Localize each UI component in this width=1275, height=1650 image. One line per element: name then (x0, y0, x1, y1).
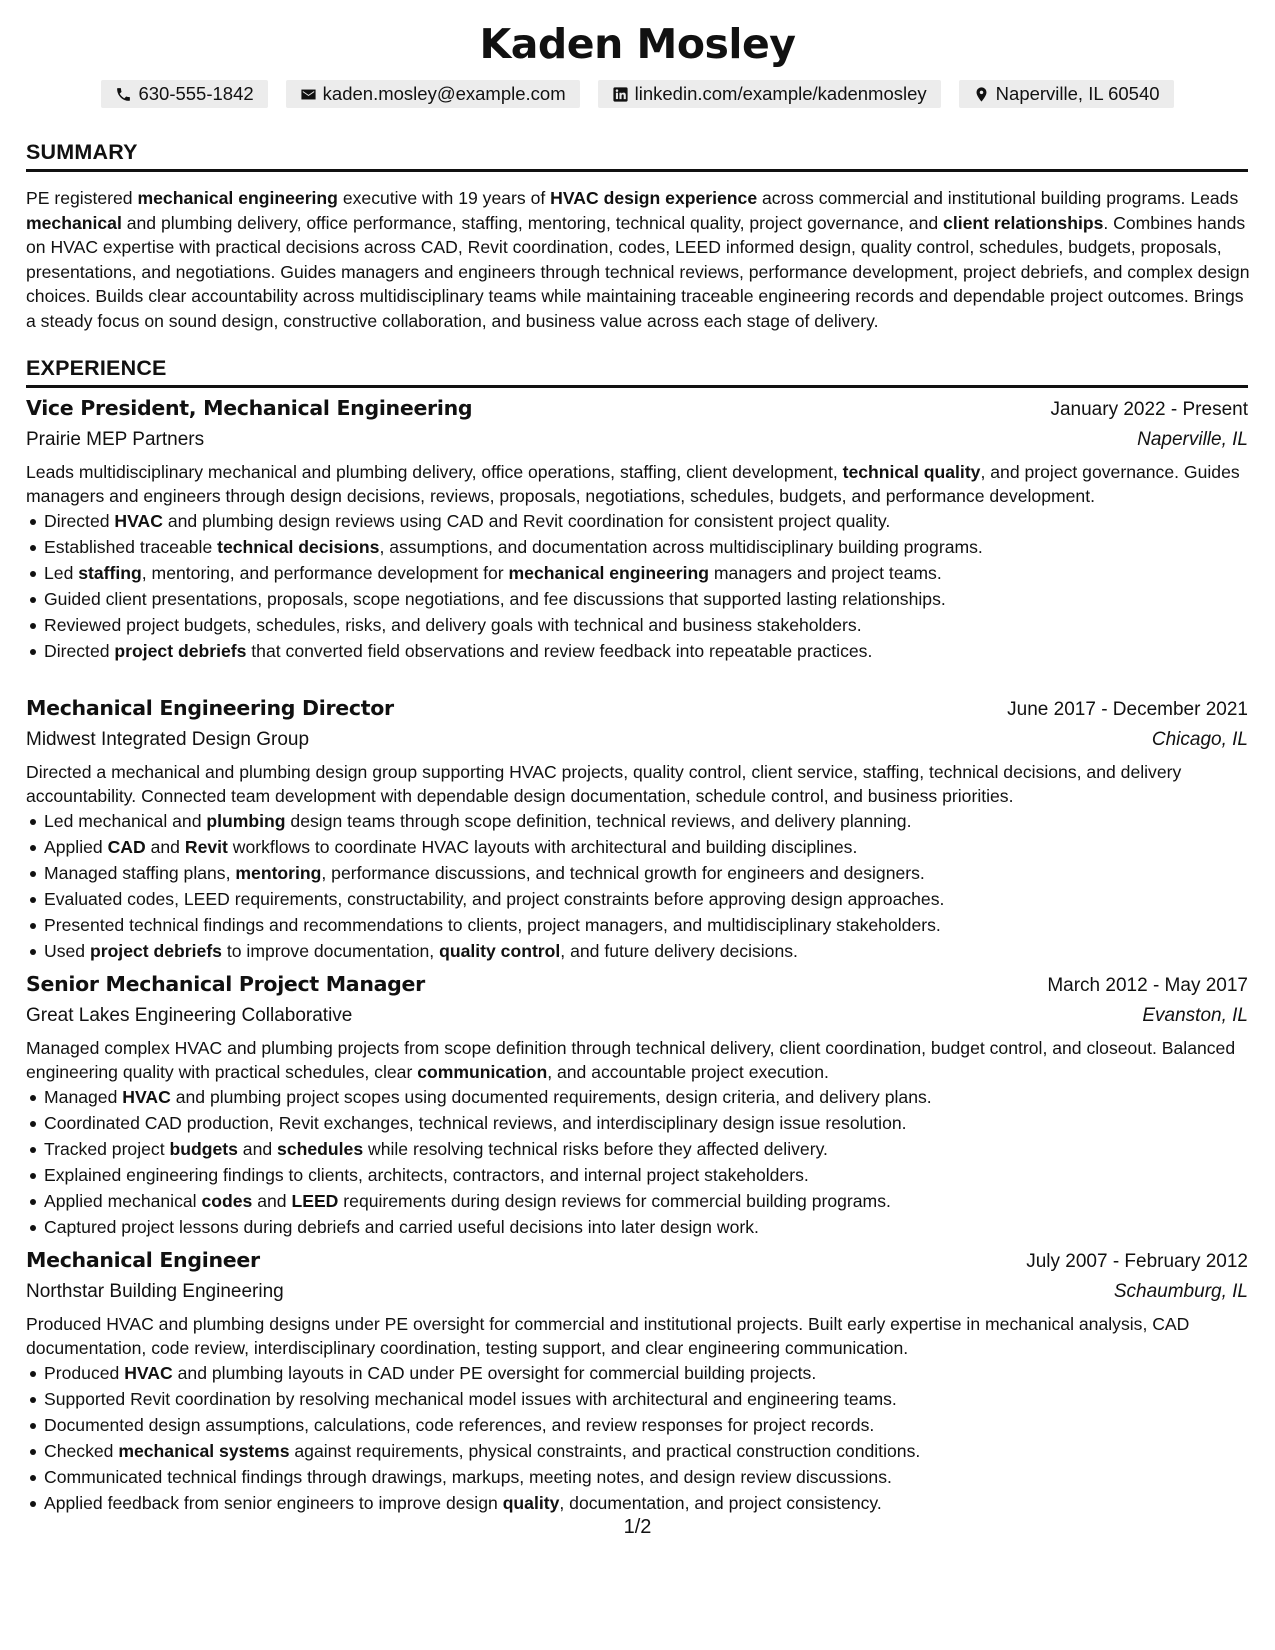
contact-phone-text: 630-555-1842 (138, 83, 254, 104)
phone-icon (115, 86, 132, 103)
bullet-text: Guided client presentations, proposals, scope negotiations, and fee discussions that supported lasting relationships. (44, 588, 946, 609)
job-bullet (26, 1491, 1248, 1517)
job-subheader (26, 729, 1248, 751)
map-pin-icon (973, 86, 990, 103)
bullet-emphasis: codes (201, 1190, 253, 1211)
contact-location (959, 80, 1174, 108)
job-company: Midwest Integrated Design Group (26, 729, 310, 750)
job-summary-text: , and project governance. Guides managers and engineers through design decisions, reviews, proposals, negotiations, schedules, budgets, and performance development. (26, 462, 1240, 506)
bullet-text: against requirements, physical constraints, and practical construction conditions. (289, 1440, 921, 1461)
bullet-text: and (145, 836, 185, 857)
bullet-text: Directed (44, 640, 115, 661)
summary-text: executive with 19 years of (337, 188, 551, 208)
bullet-text: Led (44, 562, 79, 583)
bullet-emphasis: budgets (169, 1138, 238, 1159)
bullet-emphasis: quality (502, 1492, 560, 1513)
job-bullet-list (26, 1361, 1248, 1516)
bullet-text: Applied feedback from senior engineers to improve design (44, 1492, 503, 1513)
bullet-text: , mentoring, and performance development for (141, 562, 509, 583)
job-bullet (26, 509, 1248, 535)
job-bullet (26, 1413, 1248, 1439)
job-bullet (26, 1361, 1248, 1387)
bullet-text: Communicated technical findings through drawings, markups, meeting notes, and design review discussions. (44, 1466, 892, 1487)
bullet-text: Captured project lessons during debriefs and carried useful decisions into later design work. (44, 1216, 759, 1237)
job-company: Prairie MEP Partners (26, 429, 205, 450)
job-summary-emphasis: technical quality (842, 462, 981, 482)
summary-text: across commercial and institutional building programs. Leads (757, 188, 1239, 208)
job-bullet (26, 913, 1248, 939)
summary-text: PE registered (26, 188, 138, 208)
contact-location-text: Naperville, IL 60540 (995, 83, 1160, 104)
bullet-text: Used (44, 940, 90, 961)
job-entry (26, 1248, 1248, 1516)
job-summary-text: Managed complex HVAC and plumbing projects from scope definition through technical delivery, client coordination, budget control, and closeout. Balanced engineering quality with practical schedules, clear (26, 1038, 1236, 1082)
job-company: Northstar Building Engineering (26, 1281, 284, 1302)
contact-bar (0, 80, 1275, 108)
bullet-text: Checked (44, 1440, 119, 1461)
job-subheader (26, 1281, 1248, 1303)
job-subheader (26, 1005, 1248, 1027)
bullet-text: workflows to coordinate HVAC layouts with architectural and building disciplines. (227, 836, 858, 857)
bullet-text: Managed (44, 1087, 123, 1107)
bullet-emphasis: mentoring (235, 862, 322, 883)
job-title: Vice President, Mechanical Engineering (26, 396, 473, 420)
bullet-text: Explained engineering findings to clients, architects, contractors, and internal project stakeholders. (44, 1164, 809, 1185)
bullet-emphasis: HVAC (124, 1363, 173, 1383)
bullet-text: while resolving technical risks before they affected delivery. (363, 1138, 828, 1159)
job-bullet (26, 861, 1248, 887)
job-dates: June 2017 - December 2021 (1007, 699, 1248, 720)
job-bullet (26, 1439, 1248, 1465)
job-summary-emphasis: communication (417, 1062, 548, 1082)
job-entry (26, 972, 1248, 1240)
envelope-icon (300, 86, 317, 103)
bullet-text: and plumbing project scopes using documented requirements, design criteria, and delivery plans. (170, 1087, 932, 1107)
summary-emphasis: client relationships (943, 212, 1104, 233)
bullet-text: , documentation, and project consistency. (559, 1492, 882, 1513)
bullet-text: Evaluated codes, LEED requirements, constructability, and project constraints before approving design approaches. (44, 888, 945, 909)
bullet-text: Led mechanical and (44, 811, 207, 831)
job-location: Schaumburg, IL (1113, 1281, 1248, 1302)
bullet-text: , performance discussions, and technical growth for engineers and designers. (321, 862, 925, 883)
bullet-text: and plumbing design reviews using CAD and Revit coordination for consistent project quality. (162, 511, 891, 531)
job-bullet (26, 1387, 1248, 1413)
job-bullet (26, 1085, 1248, 1111)
summary-emphasis: mechanical engineering (137, 188, 338, 208)
bullet-emphasis: HVAC (122, 1087, 171, 1107)
job-bullet (26, 1215, 1248, 1241)
bullet-text: and (237, 1138, 278, 1159)
job-summary (26, 760, 1248, 808)
job-bullet (26, 1465, 1248, 1491)
bullet-text: Supported Revit coordination by resolving mechanical model issues with architectural and engineering teams. (44, 1388, 897, 1409)
job-location: Chicago, IL (1151, 729, 1248, 750)
bullet-text: Applied (44, 836, 108, 857)
job-bullet (26, 939, 1248, 965)
job-header (26, 972, 1248, 997)
job-summary-text: , and accountable project execution. (547, 1062, 829, 1082)
job-bullet (26, 561, 1248, 587)
job-title: Mechanical Engineering Director (26, 696, 394, 720)
bullet-text: Directed (44, 511, 115, 531)
bullet-emphasis: technical decisions (217, 536, 380, 557)
job-summary-text: Directed a mechanical and plumbing design group supporting HVAC projects, quality control, client service, staffing, technical decisions, and delivery accountability. Connected team development with dependable design documentation, schedule control, and business priorities. (26, 762, 1182, 806)
bullet-text: Produced (44, 1363, 125, 1383)
contact-email[interactable] (286, 80, 580, 108)
bullet-text: and plumbing layouts in CAD under PE oversight for commercial building projects. (172, 1363, 817, 1383)
job-bullet-list (26, 809, 1248, 964)
bullet-text: Established traceable (44, 536, 218, 557)
bullet-text: Tracked project (44, 1138, 170, 1159)
job-summary-text: Produced HVAC and plumbing designs under PE oversight for commercial and institutional projects. Built early expertise in mechanical analysis, CAD documentation, code review, interdisciplinary coordination, testing support, and clear engineering communication. (26, 1314, 1190, 1358)
contact-phone (101, 80, 267, 108)
job-summary (26, 1036, 1248, 1084)
bullet-text: Managed staffing plans, (44, 862, 236, 883)
job-header (26, 396, 1248, 421)
job-location: Evanston, IL (1142, 1005, 1248, 1026)
job-summary (26, 460, 1248, 508)
bullet-emphasis: plumbing (206, 811, 286, 831)
job-bullet (26, 1137, 1248, 1163)
job-summary (26, 1312, 1248, 1360)
job-bullet (26, 535, 1248, 561)
summary-text: . Combines hands on HVAC expertise with practical decisions across CAD, Revit coordination, codes, LEED informed design, quality control, schedules, budgets, proposals, presentations, and negotiations. Guides managers and engineers through technical reviews, performance development, project debriefs, and complex design choices. Builds clear accountability across multidisciplinary teams while maintaining traceable engineering records and dependable project outcomes. Brings a steady focus on sound design, constructive collaboration, and business value across each stage of delivery. (26, 212, 1250, 331)
job-bullet (26, 1163, 1248, 1189)
bullet-emphasis: mechanical systems (118, 1440, 290, 1461)
linkedin-icon (612, 86, 629, 103)
summary-text (26, 186, 1256, 334)
job-header (26, 696, 1248, 721)
job-bullet (26, 809, 1248, 835)
job-subheader (26, 429, 1248, 451)
bullet-text: Coordinated CAD production, Revit exchanges, technical reviews, and interdisciplinary design issue resolution. (44, 1112, 907, 1133)
job-dates: July 2007 - February 2012 (1026, 1251, 1248, 1272)
job-bullet-list (26, 509, 1248, 664)
bullet-emphasis: HVAC (114, 511, 163, 531)
job-bullet (26, 639, 1248, 665)
bullet-emphasis: LEED (291, 1190, 339, 1211)
job-bullet (26, 1111, 1248, 1137)
bullet-text: that converted field observations and review feedback into repeatable practices. (246, 640, 873, 661)
bullet-text: Presented technical findings and recommendations to clients, project managers, and multidisciplinary stakeholders. (44, 914, 941, 935)
job-bullet (26, 887, 1248, 913)
job-dates: January 2022 - Present (1050, 399, 1248, 420)
job-company: Great Lakes Engineering Collaborative (26, 1005, 353, 1026)
job-bullet (26, 835, 1248, 861)
bullet-emphasis: schedules (277, 1138, 364, 1159)
job-bullet (26, 587, 1248, 613)
page-number: 1/2 (623, 1516, 652, 1538)
candidate-name: Kaden Mosley (479, 20, 796, 68)
contact-email-text[interactable]: kaden.mosley@example.com (322, 83, 566, 104)
job-entry (26, 696, 1248, 964)
job-dates: March 2012 - May 2017 (1047, 975, 1248, 996)
bullet-emphasis: project debriefs (89, 940, 222, 961)
bullet-text: Reviewed project budgets, schedules, risks, and delivery goals with technical and business stakeholders. (44, 614, 862, 635)
job-location: Naperville, IL (1137, 429, 1248, 450)
experience-heading: EXPERIENCE (26, 356, 1248, 388)
bullet-emphasis: CAD (107, 836, 146, 857)
job-entry (26, 396, 1248, 664)
job-bullet (26, 1189, 1248, 1215)
bullet-text: Applied mechanical (44, 1190, 202, 1211)
contact-linkedin-text[interactable]: linkedin.com/example/kadenmosley (634, 83, 927, 104)
job-title: Senior Mechanical Project Manager (26, 972, 425, 996)
bullet-text: Documented design assumptions, calculations, code references, and review responses for project records. (44, 1414, 875, 1435)
bullet-text: design teams through scope definition, technical reviews, and delivery planning. (285, 811, 912, 831)
bullet-text: , assumptions, and documentation across multidisciplinary building programs. (379, 536, 983, 557)
contact-linkedin[interactable] (598, 80, 941, 108)
job-bullet-list (26, 1085, 1248, 1240)
bullet-emphasis: quality control (439, 940, 561, 961)
job-title: Mechanical Engineer (26, 1248, 260, 1272)
summary-emphasis: HVAC design experience (550, 188, 758, 208)
bullet-text: , and future delivery decisions. (560, 940, 798, 961)
bullet-emphasis: mechanical engineering (508, 562, 709, 583)
bullet-text: to improve documentation, (221, 940, 440, 961)
job-summary-text: Leads multidisciplinary mechanical and plumbing delivery, office operations, staffing, client development, (26, 462, 843, 482)
bullet-emphasis: Revit (184, 836, 228, 857)
summary-heading: SUMMARY (26, 140, 1248, 172)
bullet-text: requirements during design reviews for commercial building programs. (338, 1190, 891, 1211)
bullet-text: managers and project teams. (708, 562, 942, 583)
summary-emphasis: mechanical (26, 212, 122, 233)
bullet-emphasis: staffing (78, 562, 142, 583)
summary-text: and plumbing delivery, office performance, staffing, mentoring, technical quality, project governance, and (121, 212, 944, 233)
job-bullet (26, 613, 1248, 639)
bullet-text: and (252, 1190, 292, 1211)
job-header (26, 1248, 1248, 1273)
bullet-emphasis: project debriefs (114, 640, 247, 661)
